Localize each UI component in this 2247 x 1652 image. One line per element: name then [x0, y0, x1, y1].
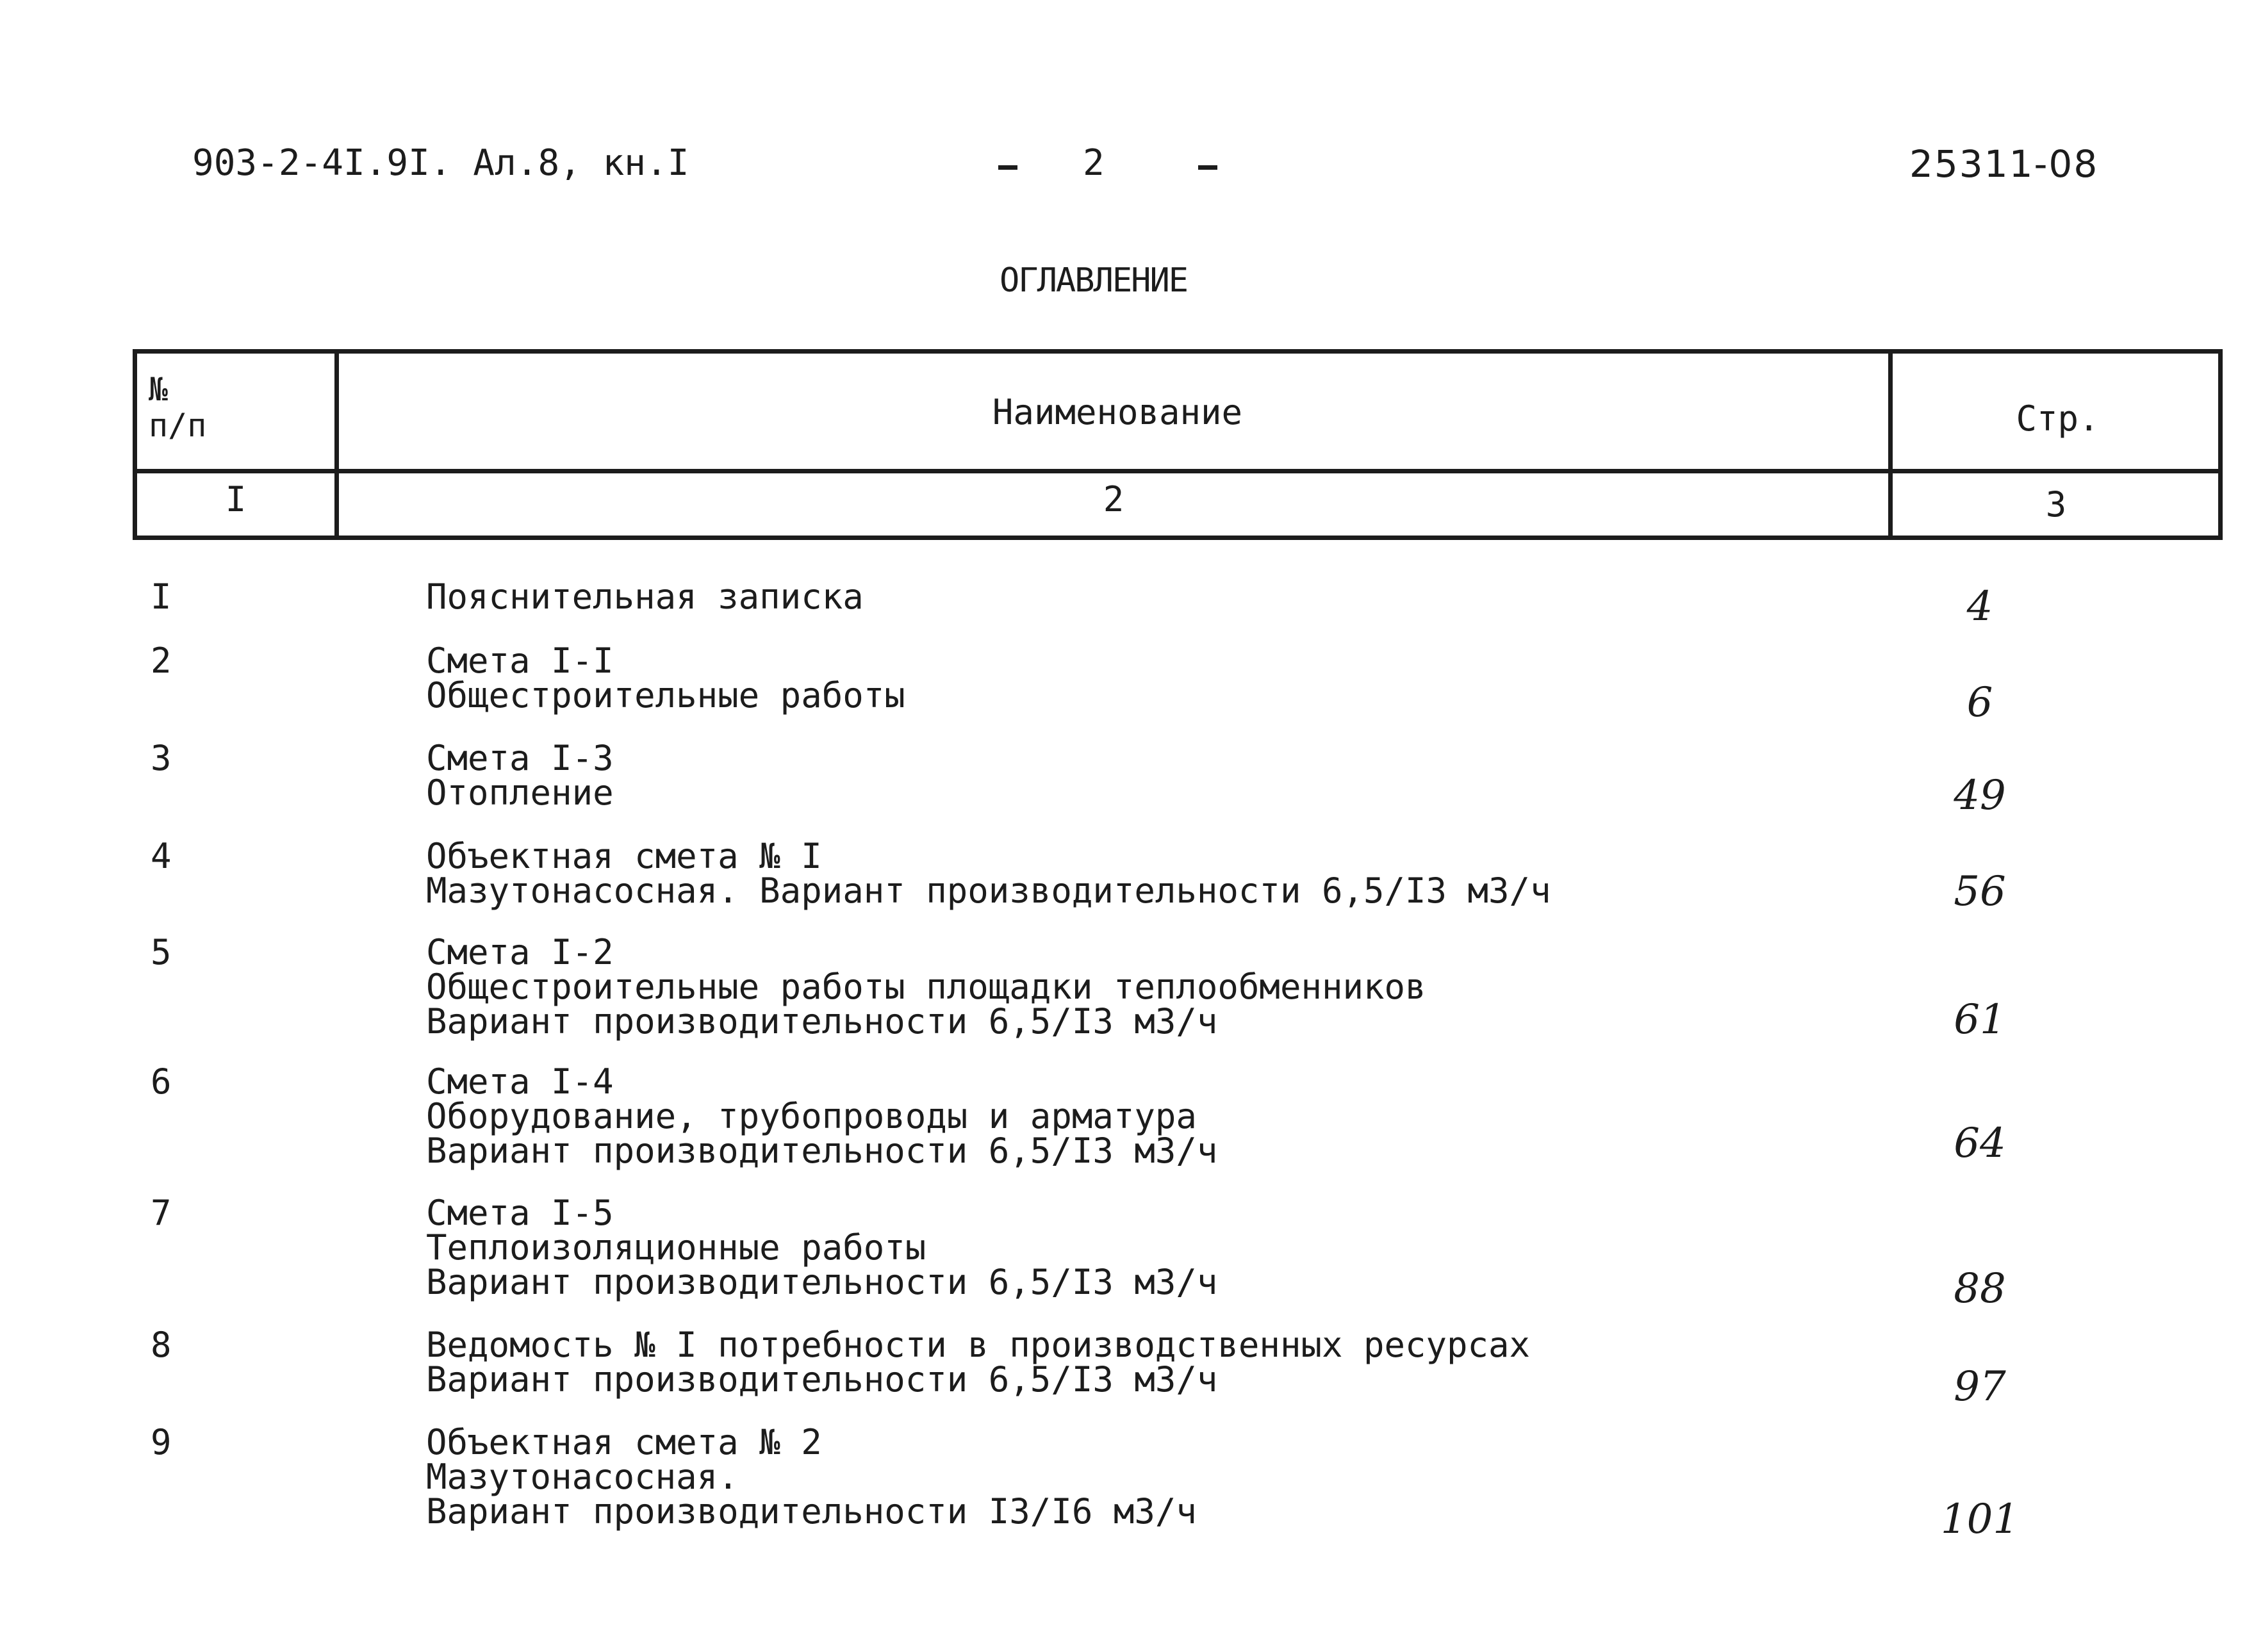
toc-header-table — [133, 349, 2223, 540]
header-col-name: Наименование — [992, 392, 1243, 432]
row-page: 6 — [1966, 679, 1993, 726]
page-number: 2 — [1083, 142, 1105, 184]
row-page: 97 — [1954, 1363, 2006, 1411]
row-number: 7 — [151, 1193, 172, 1233]
row-name: Смета I-4 Оборудование, трубопроводы и арматура Вариант производительности 6,5/I3 м3/ч — [426, 1061, 1218, 1171]
row-name: Ведомость № I потребности в производственных ресурсах Вариант производительности 6,5/I3 м3/ч — [426, 1325, 1531, 1400]
row-page: 49 — [1954, 772, 2006, 819]
row-number: 6 — [151, 1061, 172, 1102]
header-index-2: 2 — [1103, 479, 1124, 519]
row-number: 8 — [151, 1325, 172, 1365]
row-number: 5 — [151, 932, 172, 972]
inventory-number: 25311-08 — [1909, 142, 2099, 186]
document-code: 903-2-4I.9I. Ал.8, кн.I — [192, 142, 689, 184]
row-number: 9 — [151, 1422, 172, 1462]
row-name: Пояснительная записка — [426, 577, 864, 617]
header-index-3: 3 — [2045, 484, 2067, 525]
toc-title: ОГЛАВЛЕНИЕ — [1000, 261, 1188, 300]
row-name: Смета I-2 Общестроительные работы площадки теплообменников Вариант производительности 6,5/I3 м3/ч — [426, 932, 1426, 1042]
row-number: 2 — [151, 641, 172, 681]
row-number: 3 — [151, 738, 172, 778]
header-col-page: Стр. — [2016, 398, 2100, 439]
table-divider — [334, 354, 339, 536]
row-page: 101 — [1940, 1496, 2020, 1543]
row-number: I — [151, 577, 172, 617]
table-divider — [137, 469, 2218, 473]
page-dash-left — [998, 165, 1017, 170]
row-page: 4 — [1966, 583, 1993, 630]
row-name: Объектная смета № 2 Мазутонасосная. Вариант производительности I3/I6 м3/ч — [426, 1422, 1197, 1532]
row-page: 88 — [1954, 1265, 2006, 1313]
row-name: Смета I-I Общестроительные работы — [426, 641, 905, 716]
header-col-number: № п/п — [149, 371, 207, 444]
table-divider — [1888, 354, 1893, 536]
row-page: 64 — [1954, 1120, 2006, 1167]
row-name: Смета I-5 Теплоизоляционные работы Вариант производительности 6,5/I3 м3/ч — [426, 1193, 1218, 1302]
row-page: 56 — [1954, 868, 2006, 915]
row-number: 4 — [151, 836, 172, 876]
row-name: Объектная смета № I Мазутонасосная. Вариант производительности 6,5/I3 м3/ч — [426, 836, 1551, 911]
row-page: 61 — [1954, 996, 2006, 1043]
header-index-1: I — [225, 479, 247, 519]
row-name: Смета I-3 Отопление — [426, 738, 614, 813]
page-dash-right — [1198, 165, 1217, 170]
